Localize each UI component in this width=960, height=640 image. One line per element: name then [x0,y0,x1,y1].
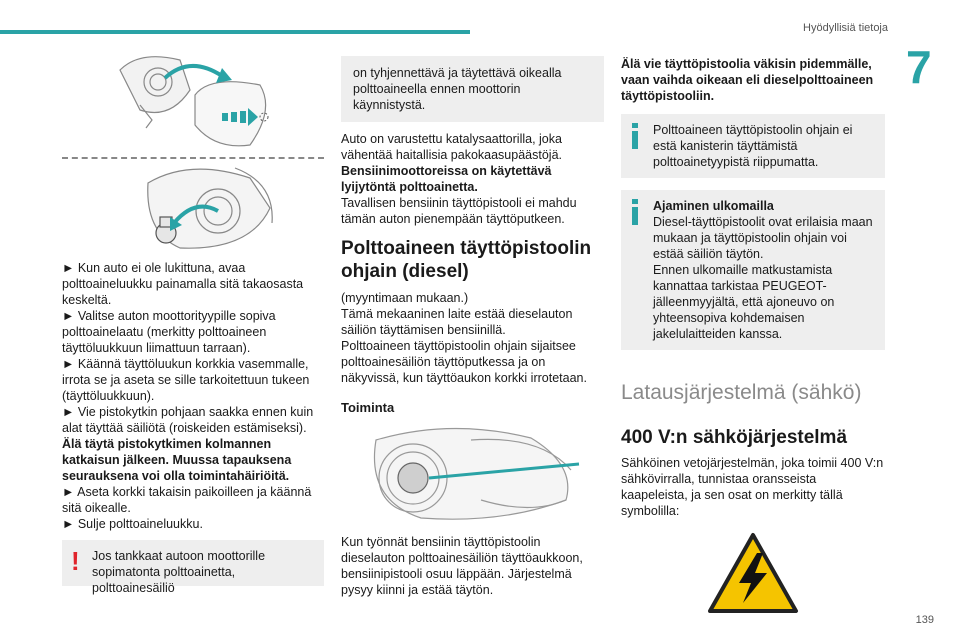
header-rule [0,30,470,34]
column-2 [341,56,604,598]
paragraph: Tämä mekaaninen laite estää dieselauton säiliön täyttämisen bensiinillä. [341,307,573,337]
step-text: ► Käännä täyttöluukun korkkia vasemmalle, irrota se ja aseta se sille tarkoitettuun tukeen (täyttöluukkuun). [62,357,310,403]
subsection-heading: 400 V:n sähköjärjestelmä [621,427,848,448]
illustration-divider [62,157,324,159]
column-3 [621,56,885,617]
chapter-number: 7 [906,41,932,93]
misfuel-device-illustration [341,420,604,524]
page-number: 139 [915,614,934,626]
paragraph: (myyntimaan mukaan.) [341,291,469,305]
warning-continuation-box [341,56,604,122]
high-voltage-icon [621,531,885,617]
paragraph: Sähköinen vetojärjestelmän, joka toimii 400 V:n sähkövirralla, tunnistaa oransseista kaapeleista, ja sen osat on merkitty tällä symbolilla: [621,456,884,518]
fuel-flap-open-illustration [110,50,280,150]
fuel-cap-removal-illustration [140,163,280,255]
page-header [0,0,960,34]
warning-box [62,540,324,595]
chapter-section-heading: Latausjärjestelmä (sähkö) [621,381,862,404]
column-1 [62,260,324,532]
info-title: Ajaminen ulkomailla [653,199,774,213]
step-text: ► Aseta korkki takaisin paikoilleen ja käännä sitä oikealle. [62,485,312,515]
step-text: ► Vie pistokytkin pohjaan saakka ennen kuin alat täyttää säiliötä (roiskeiden estämiseksi). [62,405,314,435]
section-title: Hyödyllisiä tietoja [803,22,888,34]
subheading: Toiminta [341,400,395,415]
bold-note: Älä täytä pistokytkimen kolmannen katkaisun jälkeen. Muussa tapauksena seurauksena voi olla toimintahäiriöitä. [62,437,292,483]
info-text: Diesel-täyttöpistoolit ovat erilaisia maan mukaan ja täyttöpistoolin ohjain voi estää säiliön täytön. [653,215,873,261]
info-text: Polttoaineen täyttöpistoolin ohjain ei estä kanisterin täyttämistä polttoainetyypistä riippumatta. [653,123,853,169]
warning-exclamation-icon: ! [71,546,80,576]
warning-text: Jos tankkaat autoon moottorille sopimatonta polttoainetta, polttoainesäiliö [92,549,266,595]
warning-continuation-text: on tyhjennettävä ja täytettävä oikealla polttoaineella ennen moottorin käynnistystä. [353,66,562,112]
paragraph: Tavallisen bensiinin täyttöpistooli ei mahdu tämän auton pienempään täyttöputkeen. [341,196,577,226]
info-box [621,114,885,178]
paragraph: Kun työnnät bensiinin täyttöpistoolin dieselauton polttoainesäiliön täyttöaukkoon, bensiinipistooli osuu läppään. Järjestelmä pysyy kiinni ja estää täytön. [341,535,583,597]
paragraph: Polttoaineen täyttöpistoolin ohjain sijaitsee polttoainesäiliön täyttöputkessa ja on näkyvissä, kun täyttöaukon korkki irrotetaan. [341,339,587,385]
step-text: ► Kun auto ei ole lukittuna, avaa polttoaineluukku painamalla sitä takaosasta keskeltä. [62,261,304,307]
step-text: ► Valitse auton moottorityypille sopiva polttoainelaatu (merkitty polttoaineen täyttöluukkuun liimattuun tarraan). [62,309,276,355]
info-text: Ennen ulkomaille matkustamista kannattaa tarkistaa PEUGEOT-jälleenmyyjältä, että ajoneuvo on yhteensopiva kohdemaisen jakelulaitteiden kanssa. [653,263,835,341]
step-text: ► Sulje polttoaineluukku. [62,517,203,531]
info-icon [632,199,638,225]
info-icon [632,123,638,149]
section-heading: Polttoaineen täyttöpistoolin ohjain (diesel) [341,238,592,282]
info-box-abroad [621,190,885,350]
paragraph: Auto on varustettu katalysaattorilla, joka vähentää haitallisia pakokaasupäästöjä. [341,132,562,162]
bold-paragraph: Älä vie täyttöpistoolia väkisin pidemmälle, vaan vaihda oikeaan eli dieselpolttoaineen täyttöpistooliin. [621,57,874,103]
bold-paragraph: Bensiinimoottoreissa on käytettävä lyijytöntä polttoainetta. [341,164,552,194]
